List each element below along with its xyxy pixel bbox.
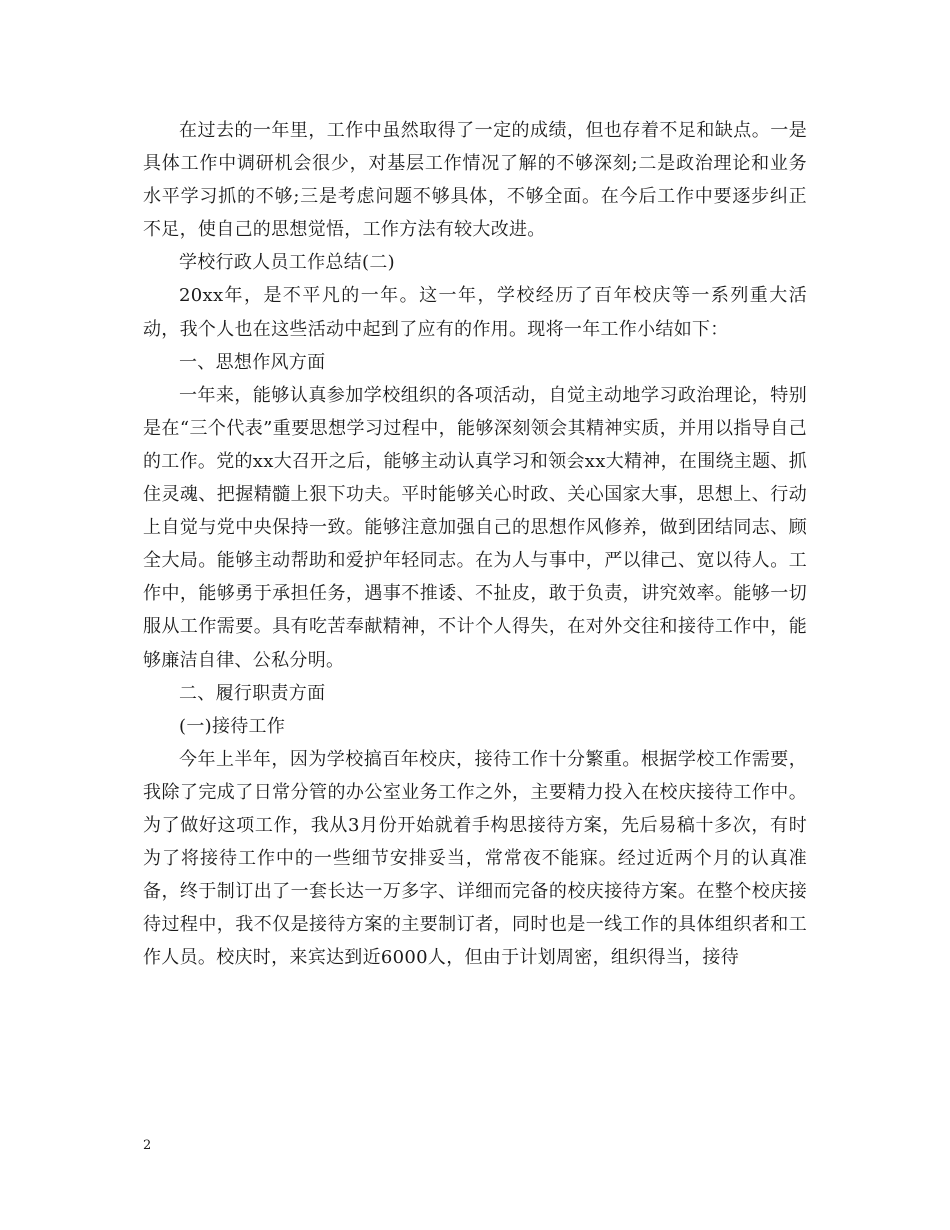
- document-body: [143, 114, 807, 974]
- section-title: 学校行政人员工作总结(二): [179, 252, 395, 274]
- heading-duties: 二、履行职责方面: [179, 682, 326, 704]
- paragraph-ideology: 一年来，能够认真参加学校组织的各项活动，自觉主动地学习政治理论，特别是在“三个代表”重要思想学习过程中，能够深刻领会其精神实质，并用以指导自己的工作。党的xx大召开之后，能够主动认真学习和领会xx大精神，在围绕主题、抓住灵魂、把握精髓上狠下功夫。平时能够关心时政、关心国家大事，思想上、行动上自觉与党中央保持一致。能够注意加强自己的思想作风修养，做到团结同志、顾全大局。能够主动帮助和爱护年轻同志。在为人与事中，严以律己、宽以待人。工作中，能够勇于承担任务，遇事不推诿、不扯皮，敢于负责，讲究效率。能够一切服从工作需要。具有吃苦奉献精神，不计个人得失，在对外交往和接待工作中，能够廉洁自律、公私分明。: [143, 384, 808, 671]
- heading-ideology: 一、思想作风方面: [179, 351, 326, 373]
- paragraph-reception: 今年上半年，因为学校搞百年校庆，接待工作十分繁重。根据学校工作需要，我除了完成了日常分管的办公室业务工作之外，主要精力投入在校庆接待工作中。为了做好这项工作，我从3月份开始就着手构思接待方案，先后易稿十多次，有时为了将接待工作中的一些细节安排妥当，常常夜不能寐。经过近两个月的认真准备，终于制订出了一套长达一万多字、详细而完备的校庆接待方案。在整个校庆接待过程中，我不仅是接待方案的主要制订者，同时也是一线工作的具体组织者和工作人员。校庆时，来宾达到近6000人，但由于计划周密，组织得当，接待: [143, 748, 807, 969]
- paragraph-intro: 20xx年，是不平凡的一年。这一年，学校经历了百年校庆等一系列重大活动，我个人也在这些活动中起到了应有的作用。现将一年工作小结如下：: [143, 285, 807, 340]
- subheading-reception: (一)接待工作: [179, 715, 286, 737]
- paragraph-shortcomings: 在过去的一年里，工作中虽然取得了一定的成绩，但也存着不足和缺点。一是具体工作中调研机会很少，对基层工作情况了解的不够深刻;二是政治理论和业务水平学习抓的不够;三是考虑问题不够具体，不够全面。在今后工作中要逐步纠正不足，使自己的思想觉悟，工作方法有较大改进。: [143, 120, 807, 241]
- page-number: 2: [143, 1138, 152, 1153]
